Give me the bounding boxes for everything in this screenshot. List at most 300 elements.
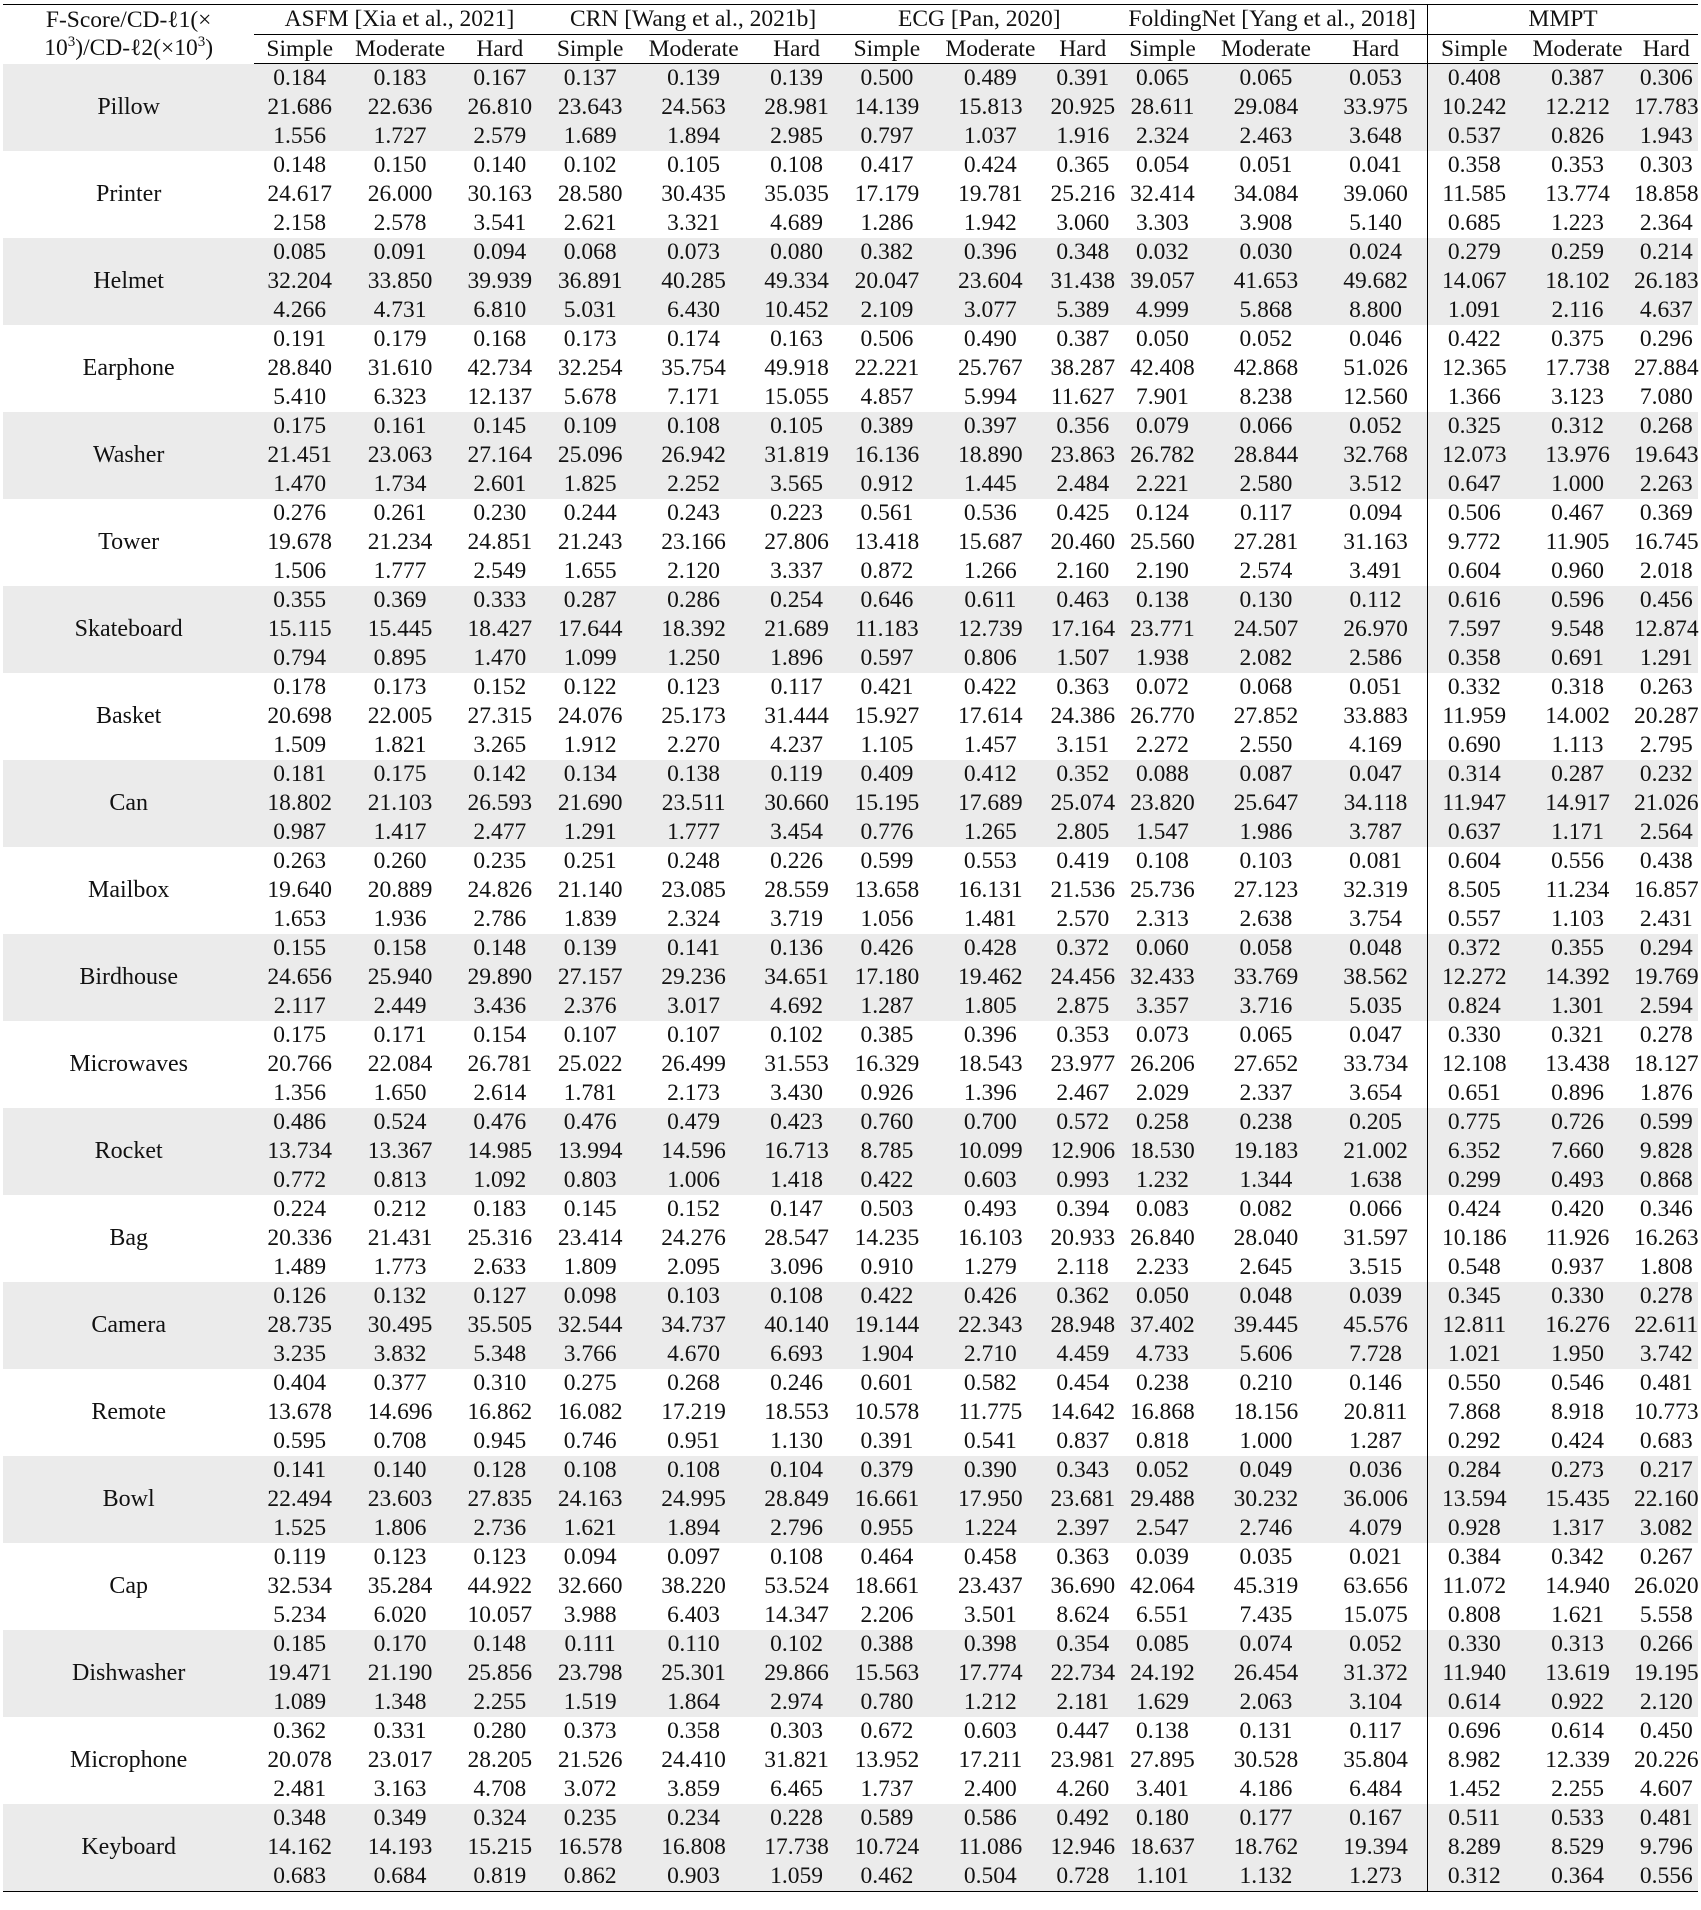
metric-cell — [1428, 934, 1521, 1021]
cd-l2-value: 3.501 — [963, 1602, 1017, 1628]
metric-cell — [254, 64, 345, 152]
cd-l1-value: 14.596 — [661, 1138, 726, 1164]
cd-l1-value: 33.734 — [1343, 1051, 1408, 1077]
cd-l2-value: 10.057 — [467, 1602, 533, 1628]
cd-l2-value: 0.292 — [1447, 1428, 1501, 1454]
f-score-value: 0.556 — [1551, 848, 1604, 874]
cd-l1-value: 27.123 — [1233, 877, 1299, 903]
f-score-value: 0.224 — [273, 1196, 327, 1222]
cd-l2-value: 2.252 — [667, 471, 721, 497]
cd-l2-value: 3.654 — [1349, 1080, 1402, 1106]
cd-l1-value: 27.164 — [467, 442, 533, 468]
metric-cell — [1208, 1195, 1324, 1282]
metric-cell — [932, 847, 1048, 934]
cd-l2-value: 3.908 — [1239, 210, 1293, 236]
metric-cell — [345, 499, 455, 586]
cd-l1-value: 18.427 — [467, 616, 533, 642]
cd-l2-value: 2.397 — [1056, 1515, 1110, 1541]
metric-cell — [1520, 586, 1634, 673]
metric-cell — [932, 1717, 1048, 1804]
metric-cell — [1635, 1630, 1698, 1717]
cd-l1-value: 11.234 — [1545, 877, 1610, 903]
cd-l1-value: 26.593 — [467, 790, 533, 816]
cd-l1-value: 23.166 — [661, 529, 726, 555]
f-score-value: 0.422 — [1447, 326, 1501, 352]
cd-l1-value: 12.073 — [1441, 442, 1507, 468]
f-score-value: 0.268 — [1639, 413, 1693, 439]
row-label: Basket — [95, 703, 162, 729]
cd-l1-value: 28.040 — [1233, 1225, 1299, 1251]
cd-l2-value: 1.950 — [1551, 1341, 1604, 1367]
cd-l2-value: 2.063 — [1239, 1689, 1293, 1715]
row-label: Printer — [95, 181, 162, 207]
cd-l2-value: 0.808 — [1447, 1602, 1501, 1628]
f-score-value: 0.586 — [963, 1805, 1017, 1831]
cd-l2-value: 1.938 — [1136, 645, 1189, 671]
cd-l1-value: 23.085 — [661, 877, 726, 903]
cd-l1-value: 21.536 — [1050, 877, 1116, 903]
metric-cell — [841, 1804, 932, 1892]
metric-cell — [1117, 1804, 1208, 1892]
f-score-value: 0.276 — [273, 500, 327, 526]
cd-l2-value: 0.691 — [1551, 645, 1604, 671]
metric-cell — [345, 412, 455, 499]
f-score-value: 0.136 — [770, 935, 824, 961]
f-score-value: 0.155 — [273, 935, 327, 961]
cd-l1-value: 17.211 — [958, 1747, 1023, 1773]
f-score-value: 0.503 — [860, 1196, 914, 1222]
f-score-value: 0.117 — [770, 674, 823, 700]
cd-l1-value: 38.562 — [1343, 964, 1408, 990]
cd-l2-value: 2.477 — [473, 819, 527, 845]
row-label: Microwaves — [69, 1051, 188, 1077]
f-score-value: 0.476 — [473, 1109, 527, 1135]
f-score-value: 0.065 — [1239, 1022, 1293, 1048]
metric-cell — [1635, 1804, 1698, 1892]
cd-l1-value: 22.494 — [267, 1486, 333, 1512]
table-row — [3, 1021, 1698, 1108]
f-score-value: 0.139 — [770, 65, 824, 91]
cd-l1-value: 31.821 — [764, 1747, 829, 1773]
cd-l1-value: 10.773 — [1633, 1399, 1699, 1425]
f-score-value: 0.263 — [1639, 674, 1693, 700]
cd-l1-value: 23.981 — [1050, 1747, 1116, 1773]
f-score-value: 0.137 — [563, 65, 617, 91]
metric-cell — [455, 934, 545, 1021]
metric-cell — [1208, 1369, 1324, 1456]
cd-l1-value: 25.940 — [367, 964, 433, 990]
method-header-mmpt: MMPT — [1428, 5, 1698, 35]
cd-l1-value: 27.315 — [467, 703, 533, 729]
f-score-value: 0.390 — [963, 1457, 1017, 1483]
cd-l1-value: 16.263 — [1633, 1225, 1699, 1251]
table-row — [3, 1195, 1698, 1282]
cd-l2-value: 0.910 — [860, 1254, 914, 1280]
cd-l1-value: 12.339 — [1545, 1747, 1610, 1773]
cd-l2-value: 0.637 — [1447, 819, 1501, 845]
cd-l2-value: 3.754 — [1349, 906, 1402, 932]
cd-l1-value: 49.682 — [1343, 268, 1408, 294]
f-score-value: 0.489 — [963, 65, 1017, 91]
metric-cell — [1428, 64, 1521, 152]
cd-l2-value: 3.163 — [373, 1776, 427, 1802]
cd-l1-value: 26.840 — [1130, 1225, 1195, 1251]
f-score-value: 0.481 — [1639, 1805, 1693, 1831]
cd-l2-value: 0.895 — [373, 645, 427, 671]
cd-l2-value: 0.595 — [273, 1428, 327, 1454]
metric-cell — [345, 673, 455, 760]
f-score-value: 0.561 — [860, 500, 914, 526]
cd-l1-value: 20.925 — [1050, 94, 1116, 120]
cd-l2-value: 2.574 — [1239, 558, 1293, 584]
f-score-value: 0.052 — [1136, 1457, 1189, 1483]
metric-cell — [752, 847, 842, 934]
cd-l2-value: 5.348 — [473, 1341, 527, 1367]
cd-l2-value: 1.809 — [563, 1254, 617, 1280]
metric-cell — [1520, 847, 1634, 934]
cd-l2-value: 5.410 — [273, 384, 327, 410]
cd-l1-value: 7.597 — [1447, 616, 1501, 642]
cd-l2-value: 2.337 — [1239, 1080, 1293, 1106]
cd-l1-value: 26.499 — [661, 1051, 726, 1077]
metric-cell — [1635, 64, 1698, 152]
cd-l2-value: 5.031 — [563, 297, 617, 323]
cd-l1-value: 13.994 — [557, 1138, 623, 1164]
metric-cell — [1117, 325, 1208, 412]
cd-l1-value: 18.127 — [1633, 1051, 1699, 1077]
metric-cell — [1428, 760, 1521, 847]
cd-l1-value: 32.254 — [557, 355, 623, 381]
cd-l1-value: 23.643 — [557, 94, 623, 120]
row-label: Keyboard — [3, 1804, 254, 1892]
cd-l2-value: 2.181 — [1056, 1689, 1110, 1715]
f-score-value: 0.050 — [1136, 1283, 1189, 1309]
f-score-value: 0.599 — [860, 848, 914, 874]
f-score-value: 0.131 — [1239, 1718, 1293, 1744]
f-score-value: 0.065 — [1136, 65, 1189, 91]
metric-cell — [1117, 673, 1208, 760]
metric-cell — [1520, 1456, 1634, 1543]
cd-l1-value: 32.414 — [1130, 181, 1195, 207]
cd-l1-value: 21.431 — [367, 1225, 433, 1251]
f-score-value: 0.263 — [273, 848, 327, 874]
cd-l1-value: 15.563 — [854, 1660, 920, 1686]
metric-cell — [1324, 673, 1428, 760]
cd-l2-value: 3.512 — [1349, 471, 1402, 497]
metric-cell — [254, 1195, 345, 1282]
metric-cell — [636, 1804, 752, 1892]
cd-l2-value: 0.951 — [667, 1428, 721, 1454]
metric-cell — [1324, 1195, 1428, 1282]
f-score-value: 0.268 — [667, 1370, 721, 1396]
f-score-value: 0.066 — [1349, 1196, 1402, 1222]
f-score-value: 0.287 — [563, 587, 617, 613]
cd-l2-value: 3.303 — [1136, 210, 1189, 236]
f-score-value: 0.261 — [373, 500, 427, 526]
cd-l1-value: 21.026 — [1633, 790, 1699, 816]
cd-l1-value: 16.329 — [854, 1051, 920, 1077]
cd-l2-value: 3.716 — [1239, 993, 1293, 1019]
row-label: Bag — [109, 1225, 148, 1251]
cd-l2-value: 3.988 — [563, 1602, 617, 1628]
metric-cell — [1428, 1717, 1521, 1804]
cd-l2-value: 2.736 — [473, 1515, 527, 1541]
cd-l1-value: 27.652 — [1233, 1051, 1299, 1077]
f-score-value: 0.422 — [963, 674, 1017, 700]
metric-cell — [1428, 1021, 1521, 1108]
cd-l1-value: 11.183 — [854, 616, 919, 642]
cd-l1-value: 15.687 — [958, 529, 1023, 555]
cd-l1-value: 32.433 — [1130, 964, 1195, 990]
f-score-value: 0.589 — [860, 1805, 914, 1831]
cd-l2-value: 1.344 — [1239, 1167, 1293, 1193]
table-row — [3, 673, 1698, 760]
cd-l1-value: 22.005 — [367, 703, 433, 729]
metric-cell — [1635, 760, 1698, 847]
cd-l1-value: 63.656 — [1343, 1573, 1408, 1599]
cd-l2-value: 0.987 — [273, 819, 327, 845]
f-score-value: 0.085 — [1136, 1631, 1189, 1657]
f-score-value: 0.550 — [1447, 1370, 1501, 1396]
f-score-value: 0.325 — [1447, 413, 1501, 439]
cd-l2-value: 3.060 — [1056, 210, 1110, 236]
cd-l2-value: 2.549 — [473, 558, 527, 584]
f-score-value: 0.102 — [563, 152, 617, 178]
cd-l1-value: 39.939 — [467, 268, 533, 294]
cd-l2-value: 0.614 — [1447, 1689, 1501, 1715]
cd-l1-value: 42.408 — [1130, 355, 1195, 381]
cd-l2-value: 1.000 — [1551, 471, 1604, 497]
f-score-value: 0.108 — [770, 152, 824, 178]
metric-cell — [932, 1369, 1048, 1456]
cd-l1-value: 32.660 — [557, 1573, 623, 1599]
cd-l2-value: 0.647 — [1447, 471, 1501, 497]
metric-cell — [1208, 1630, 1324, 1717]
f-score-value: 0.223 — [770, 500, 824, 526]
f-score-value: 0.345 — [1447, 1283, 1501, 1309]
cd-l1-value: 18.543 — [958, 1051, 1023, 1077]
metric-cell — [254, 1456, 345, 1543]
metric-cell — [841, 673, 932, 760]
cd-l2-value: 1.506 — [273, 558, 327, 584]
cd-l1-value: 38.220 — [661, 1573, 726, 1599]
metric-cell — [636, 1369, 752, 1456]
metric-cell — [545, 151, 636, 238]
cd-l1-value: 29.084 — [1233, 94, 1299, 120]
f-score-value: 0.492 — [1056, 1805, 1110, 1831]
metric-cell — [1208, 586, 1324, 673]
f-score-value: 0.111 — [564, 1631, 616, 1657]
cd-l2-value: 2.120 — [667, 558, 721, 584]
cd-l2-value: 0.364 — [1551, 1863, 1604, 1889]
cd-l2-value: 3.401 — [1136, 1776, 1189, 1802]
metric-cell — [1208, 760, 1324, 847]
metric-cell — [932, 1543, 1048, 1630]
cd-l1-value: 16.713 — [764, 1138, 829, 1164]
f-score-value: 0.108 — [770, 1544, 824, 1570]
f-score-value: 0.394 — [1056, 1196, 1110, 1222]
metric-cell — [932, 151, 1048, 238]
metric-cell — [841, 238, 932, 325]
f-score-value: 0.128 — [473, 1457, 527, 1483]
cd-l1-value: 24.076 — [557, 703, 623, 729]
f-score-value: 0.476 — [563, 1109, 617, 1135]
cd-l2-value: 0.597 — [860, 645, 914, 671]
cd-l2-value: 3.077 — [963, 297, 1017, 323]
f-score-value: 0.205 — [1349, 1109, 1402, 1135]
metric-cell — [932, 238, 1048, 325]
f-score-value: 0.048 — [1239, 1283, 1293, 1309]
cd-l1-value: 10.099 — [958, 1138, 1023, 1164]
metric-cell — [455, 325, 545, 412]
metric-cell — [752, 586, 842, 673]
cd-l1-value: 7.660 — [1551, 1138, 1604, 1164]
f-score-value: 0.177 — [1239, 1805, 1293, 1831]
cd-l1-value: 19.781 — [958, 181, 1023, 207]
f-score-value: 0.139 — [667, 65, 721, 91]
f-score-value: 0.108 — [563, 1457, 617, 1483]
cd-l2-value: 1.986 — [1239, 819, 1293, 845]
cd-l2-value: 1.894 — [667, 123, 721, 149]
cd-l2-value: 1.287 — [1349, 1428, 1402, 1454]
metric-cell — [1117, 934, 1208, 1021]
f-score-value: 0.091 — [373, 239, 427, 265]
f-score-value: 0.175 — [273, 1022, 327, 1048]
cd-l2-value: 0.797 — [860, 123, 914, 149]
cd-l1-value: 36.006 — [1343, 1486, 1408, 1512]
cd-l1-value: 31.163 — [1343, 529, 1408, 555]
cd-l1-value: 23.603 — [367, 1486, 433, 1512]
cd-l1-value: 14.235 — [854, 1225, 920, 1251]
metric-cell — [345, 760, 455, 847]
cd-l2-value: 1.825 — [563, 471, 617, 497]
cd-l1-value: 16.082 — [557, 1399, 623, 1425]
cd-l2-value: 2.578 — [373, 210, 427, 236]
cd-l1-value: 20.226 — [1633, 1747, 1699, 1773]
cd-l2-value: 2.974 — [770, 1689, 824, 1715]
metric-cell — [1208, 64, 1324, 152]
f-score-value: 0.122 — [563, 674, 617, 700]
f-score-value: 0.032 — [1136, 239, 1189, 265]
cd-l2-value: 2.255 — [473, 1689, 527, 1715]
level-header-moderate: Moderate — [1520, 35, 1634, 64]
f-score-value: 0.348 — [1056, 239, 1110, 265]
cd-l2-value: 0.685 — [1447, 210, 1501, 236]
cd-l2-value: 2.118 — [1056, 1254, 1109, 1280]
metric-cell — [752, 412, 842, 499]
f-score-value: 0.167 — [473, 65, 527, 91]
metric-cell — [545, 847, 636, 934]
f-score-value: 0.052 — [1349, 1631, 1402, 1657]
cd-l1-value: 20.933 — [1050, 1225, 1116, 1251]
cd-l1-value: 26.770 — [1130, 703, 1195, 729]
metric-cell — [545, 1108, 636, 1195]
f-score-value: 0.112 — [1349, 587, 1402, 613]
cd-l1-value: 21.103 — [367, 790, 433, 816]
metric-cell — [636, 1717, 752, 1804]
f-score-value: 0.148 — [473, 935, 527, 961]
cd-l1-value: 10.724 — [854, 1834, 920, 1860]
f-score-value: 0.330 — [1447, 1631, 1501, 1657]
cd-l1-value: 14.193 — [367, 1834, 433, 1860]
cd-l1-value: 28.849 — [764, 1486, 829, 1512]
metric-cell — [841, 412, 932, 499]
cd-l2-value: 2.324 — [1136, 123, 1189, 149]
f-score-value: 0.039 — [1349, 1283, 1402, 1309]
cd-l2-value: 1.916 — [1056, 123, 1110, 149]
cd-l1-value: 16.862 — [467, 1399, 533, 1425]
f-score-value: 0.611 — [964, 587, 1017, 613]
cd-l1-value: 21.526 — [557, 1747, 623, 1773]
cd-l2-value: 2.109 — [860, 297, 914, 323]
metric-cell — [455, 64, 545, 152]
cd-l1-value: 27.835 — [467, 1486, 533, 1512]
metric-cell — [932, 1195, 1048, 1282]
cd-l1-value: 8.918 — [1551, 1399, 1604, 1425]
f-score-value: 0.232 — [1639, 761, 1693, 787]
metric-cell — [752, 934, 842, 1021]
cd-l2-value: 2.018 — [1639, 558, 1693, 584]
cd-l2-value: 1.105 — [860, 732, 914, 758]
cd-l2-value: 4.186 — [1239, 1776, 1293, 1802]
cd-l2-value: 7.171 — [667, 384, 721, 410]
cd-l2-value: 0.462 — [860, 1863, 914, 1889]
cd-l2-value: 0.358 — [1447, 645, 1501, 671]
f-score-value: 0.279 — [1447, 239, 1501, 265]
metric-cell — [545, 325, 636, 412]
f-score-value: 0.553 — [963, 848, 1017, 874]
cd-l2-value: 6.465 — [770, 1776, 824, 1802]
cd-l2-value: 1.621 — [563, 1515, 617, 1541]
metric-cell — [1048, 64, 1117, 152]
f-score-value: 0.079 — [1136, 413, 1189, 439]
f-score-value: 0.426 — [860, 935, 914, 961]
metric-cell — [1635, 412, 1698, 499]
cd-l1-value: 23.977 — [1050, 1051, 1116, 1077]
cd-l2-value: 2.481 — [273, 1776, 327, 1802]
f-score-value: 0.412 — [963, 761, 1017, 787]
f-score-value: 0.303 — [770, 1718, 824, 1744]
cd-l1-value: 21.243 — [557, 529, 623, 555]
metric-cell — [455, 1369, 545, 1456]
cd-l2-value: 0.772 — [273, 1167, 327, 1193]
f-score-value: 0.052 — [1239, 326, 1293, 352]
metric-cell — [545, 1630, 636, 1717]
f-score-value: 0.140 — [373, 1457, 427, 1483]
cd-l2-value: 0.896 — [1551, 1080, 1604, 1106]
cd-l2-value: 2.173 — [667, 1080, 721, 1106]
cd-l1-value: 31.610 — [367, 355, 433, 381]
row-label: Bowl — [3, 1456, 254, 1543]
cd-l2-value: 4.708 — [473, 1776, 527, 1802]
f-score-value: 0.463 — [1056, 587, 1110, 613]
cd-l1-value: 12.906 — [1050, 1138, 1116, 1164]
cd-l2-value: 0.862 — [563, 1863, 617, 1889]
metric-cell — [1428, 673, 1521, 760]
cd-l1-value: 18.762 — [1233, 1834, 1299, 1860]
cd-l2-value: 1.942 — [963, 210, 1017, 236]
cd-l1-value: 26.000 — [367, 181, 433, 207]
metric-cell — [1117, 1282, 1208, 1369]
cd-l2-value: 1.457 — [963, 732, 1017, 758]
row-label: Dishwasher — [3, 1630, 254, 1717]
cd-l1-value: 31.372 — [1343, 1660, 1408, 1686]
metric-cell — [345, 1630, 455, 1717]
cd-l1-value: 42.868 — [1233, 355, 1299, 381]
level-header-simple: Simple — [841, 35, 932, 64]
cd-l1-value: 35.754 — [661, 355, 726, 381]
metric-cell — [752, 1630, 842, 1717]
